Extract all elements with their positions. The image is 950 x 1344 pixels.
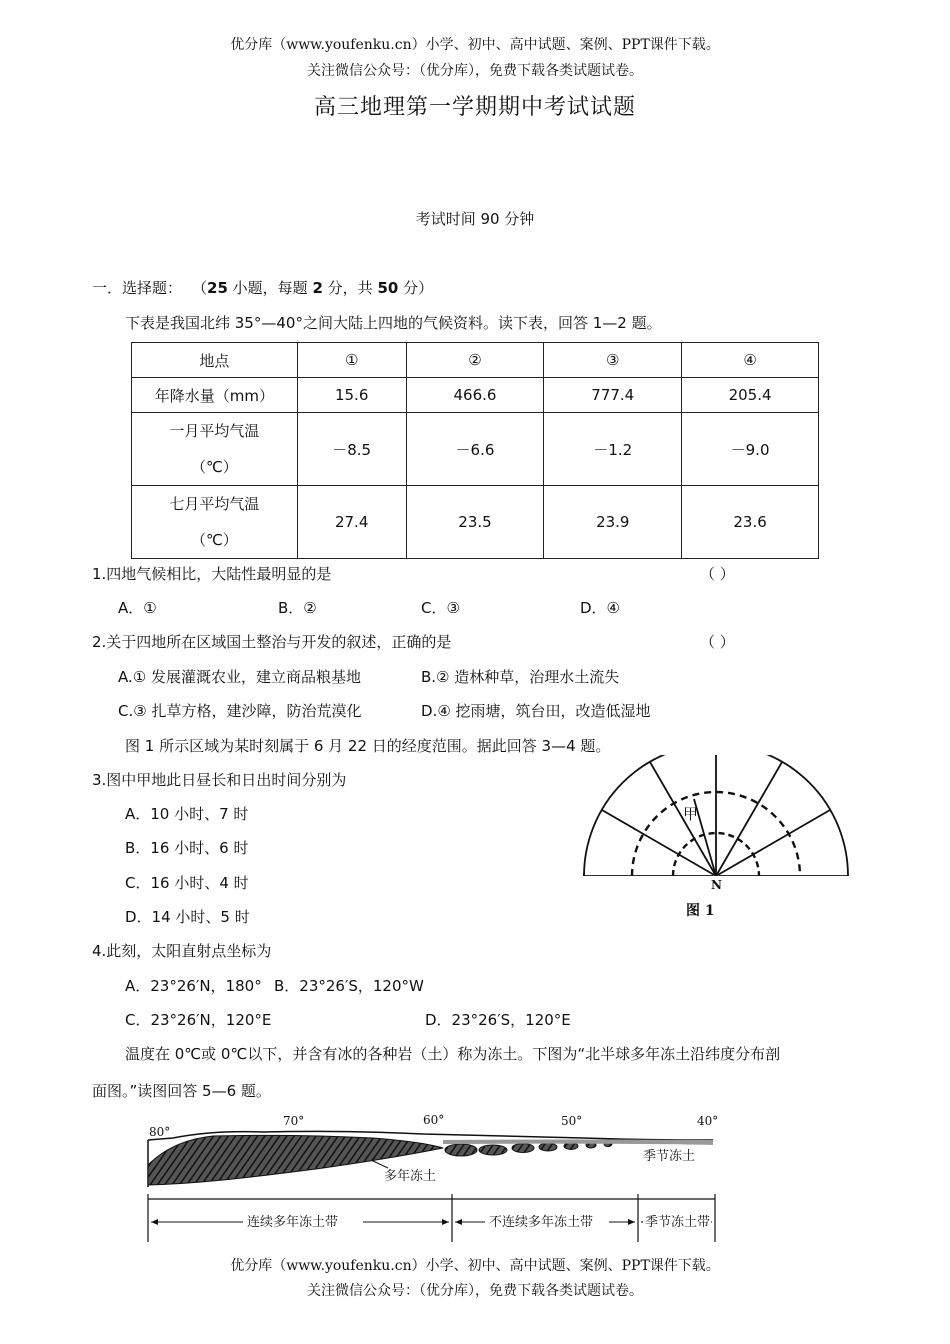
section-label: 一．选择题：	[92, 279, 183, 297]
section-points-each: 2	[312, 279, 323, 297]
q4-option-b: B．23°26′S，120°W	[274, 977, 424, 995]
table-header-cell: ④	[682, 343, 819, 378]
lat-label-50: 50°	[561, 1114, 583, 1128]
q1-stem: 1.四地气候相比，大陆性最明显的是	[92, 565, 332, 583]
permafrost-lens	[539, 1143, 557, 1151]
table-row	[132, 378, 819, 413]
lat-label-80: 80°	[149, 1125, 171, 1139]
section-spec-text-1: 小题，每题	[227, 279, 313, 297]
row-label-line-2: （℃）	[190, 531, 238, 549]
table-row	[132, 413, 819, 486]
section-heading	[92, 277, 433, 298]
section-spec-open: （	[192, 279, 208, 297]
climate-table	[131, 342, 819, 559]
intro-permafrost-line-2: 面图。”读图回答 5—6 题。	[92, 1082, 271, 1100]
label-permafrost: 多年冻土	[384, 1169, 437, 1184]
q2-option-b: B.② 造林种草，治理水土流失	[421, 668, 620, 686]
table-row	[132, 486, 819, 559]
figure1-label-jia: 甲	[683, 805, 699, 823]
lat-label-70: 70°	[283, 1114, 305, 1128]
row-label-line-2: （℃）	[190, 458, 238, 476]
q2-option-d: D.④ 挖雨塘，筑台田，改造低湿地	[421, 702, 651, 720]
zone-label-continuous: 连续多年冻土带	[247, 1215, 339, 1230]
table-cell: －9.0	[682, 413, 819, 486]
q1-answer-bracket: （ ）	[700, 565, 735, 583]
section-count: 25	[207, 279, 228, 297]
footer-line-2: 关注微信公众号：（优分库），免费下载各类试题试卷。	[307, 1283, 643, 1299]
table-cell: 15.6	[297, 378, 406, 413]
row-label	[132, 413, 298, 486]
lat-label-60: 60°	[423, 1113, 445, 1127]
table-cell: 23.5	[406, 486, 544, 559]
lat-label-40: 40°	[697, 1114, 719, 1128]
table-header-cell: ①	[297, 343, 406, 378]
table-cell: 27.4	[297, 486, 406, 559]
intro-permafrost-line-1: 温度在 0℃或 0℃以下，并含有冰的各种岩（土）称为冻土。下图为“北半球多年冻土沿纬度分布剖	[125, 1045, 781, 1063]
q3-option-c: C．16 小时、4 时	[125, 874, 249, 892]
header-line-1: 优分库（www.youfenku.cn）小学、初中、高中试题、案例、PPT课件下载。	[230, 37, 720, 53]
permafrost-lens	[512, 1144, 534, 1153]
figure1-caption: 图 1	[686, 903, 715, 919]
intro-table: 下表是我国北纬 35°—40°之间大陆上四地的气候资料。读下表，回答 1—2 题。	[125, 314, 662, 332]
row-label-line-1: 七月平均气温	[169, 495, 260, 513]
section-points-total: 50	[377, 279, 399, 297]
exam-time: 考试时间 90 分钟	[415, 210, 535, 228]
table-cell: －1.2	[544, 413, 682, 486]
q4-option-d: D．23°26′S，120°E	[425, 1011, 571, 1029]
table-cell: 23.9	[544, 486, 682, 559]
q3-stem: 3.图中甲地此日昼长和日出时间分别为	[92, 771, 347, 789]
table-header-cell: 地点	[132, 343, 298, 378]
row-label: 年降水量（mm）	[132, 378, 298, 413]
q4-stem: 4.此刻，太阳直射点坐标为	[92, 942, 272, 960]
table-cell: 205.4	[682, 378, 819, 413]
table-cell: 23.6	[682, 486, 819, 559]
row-label	[132, 486, 298, 559]
table-header-cell: ②	[406, 343, 544, 378]
zone-label-seasonal: 季节冻土带	[645, 1215, 711, 1230]
q3-option-d: D．14 小时、5 时	[125, 908, 250, 926]
q3-option-a: A．10 小时、7 时	[125, 805, 249, 823]
header-line-2: 关注微信公众号：（优分库），免费下载各类试题试卷。	[307, 63, 643, 79]
table-header-row	[132, 343, 819, 378]
table-cell: 777.4	[544, 378, 682, 413]
q2-stem: 2.关于四地所在区域国土整治与开发的叙述，正确的是	[92, 633, 452, 651]
page-title: 高三地理第一学期期中考试试题	[313, 95, 636, 120]
q1-option-c: C．③	[421, 599, 460, 617]
figure-1-diagram	[578, 755, 860, 925]
figure1-meridian	[716, 810, 830, 876]
section-spec-text-2: 分，共	[322, 279, 378, 297]
q3-option-b: B．16 小时、6 时	[125, 839, 249, 857]
table-header-cell: ③	[544, 343, 682, 378]
intro-figure1: 图 1 所示区域为某时刻属于 6 月 22 日的经度范围。据此回答 3—4 题。	[125, 737, 611, 755]
figure1-meridian	[716, 762, 782, 876]
figure1-meridian	[602, 810, 716, 876]
seasonal-frost-band	[443, 1140, 713, 1146]
q2-option-a: A.① 发展灌溉农业，建立商品粮基地	[118, 668, 361, 686]
permafrost-leader	[371, 1160, 388, 1168]
table-cell: －6.6	[406, 413, 544, 486]
q2-option-c: C.③ 扎草方格，建沙障，防治荒漠化	[118, 702, 362, 720]
table-cell: －8.5	[297, 413, 406, 486]
permafrost-lens	[445, 1144, 477, 1156]
figure1-label-n: N	[711, 878, 722, 892]
q4-option-c: C．23°26′N，120°E	[125, 1011, 272, 1029]
section-spec-text-3: 分）	[398, 279, 434, 297]
q4-option-a: A．23°26′N，180°	[125, 977, 262, 995]
zone-label-discontinuous: 不连续多年冻土带	[489, 1215, 594, 1230]
q1-option-a: A．①	[118, 599, 157, 617]
footer-line-1: 优分库（www.youfenku.cn）小学、初中、高中试题、案例、PPT课件下载。	[230, 1258, 720, 1274]
label-seasonal-frost: 季节冻土	[643, 1149, 696, 1164]
figure-2-permafrost-profile	[143, 1110, 723, 1246]
q1-option-b: B．②	[278, 599, 317, 617]
row-label-line-1: 一月平均气温	[169, 422, 260, 440]
permafrost-lens	[479, 1145, 507, 1155]
table-cell: 466.6	[406, 378, 544, 413]
q2-answer-bracket: （ ）	[700, 633, 735, 651]
q1-option-d: D．④	[580, 599, 620, 617]
